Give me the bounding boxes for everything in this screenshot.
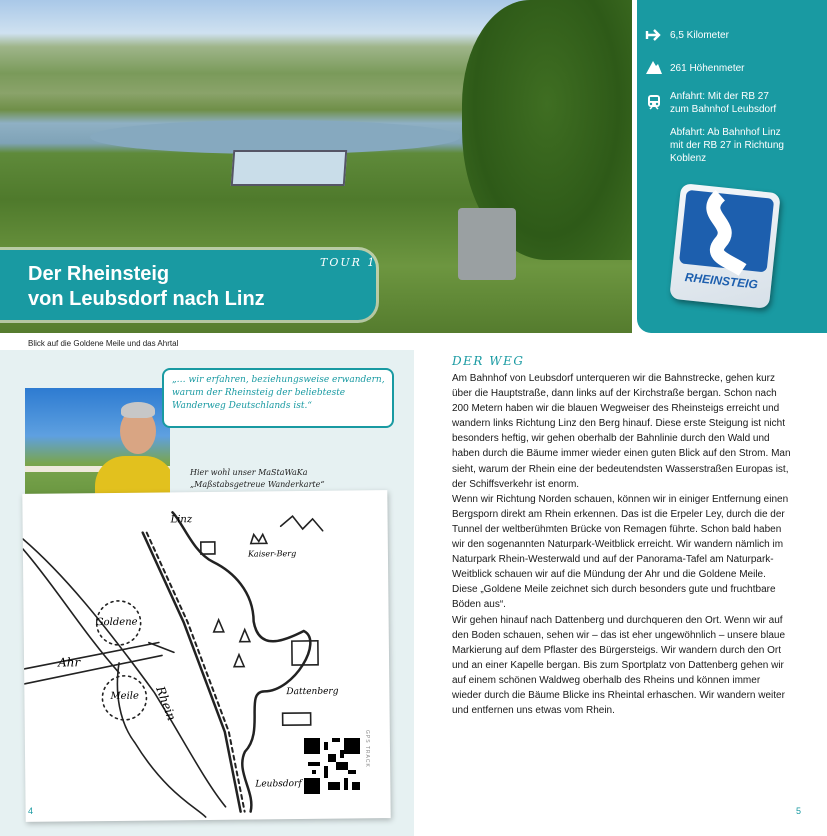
distance-text: 6,5 Kilometer [670, 30, 729, 41]
train-icon [645, 93, 663, 111]
rheinsteig-logo [669, 183, 781, 309]
waste-bin [458, 208, 516, 280]
qr-code[interactable] [304, 738, 360, 794]
title-line-1: Der Rheinsteig [28, 263, 170, 285]
section-title: DER WEG [452, 354, 525, 368]
panorama-sign [231, 150, 348, 186]
title-line-2: von Leubsdorf nach Linz [28, 288, 265, 310]
quote-text: „… wir erfahren, beziehungsweise erwandern, warum der Rheinsteig der beliebteste Wanderweg Deutschlands ist.“ [172, 375, 385, 411]
arrival-text: Anfahrt: Mit der RB 27 zum Bahnhof Leubsdorf [670, 91, 777, 115]
page-title [28, 262, 368, 312]
map-label-kaiser: Kaiser-Berg [247, 549, 297, 559]
departure-text: Abfahrt: Ab Bahnhof Linz mit der RB 27 in Richtung Koblenz [670, 127, 784, 164]
tour-label: TOUR 1 [320, 256, 377, 269]
map-caption-line-1: Hier wohl unser MaStaWaKa [190, 468, 308, 477]
paragraph: Am Bahnhof von Leubsdorf unterqueren wir die Bahnstrecke, gehen kurz über die Hauptstraße, dann links auf der Kirchstraße bergan. Schon nach 200 Metern haben wir die blauen Wegweiser des Rheinsteigs erreicht und wandern links Richtung Linz den Berg hinauf. Diese erste Steigung ist nicht besonders heftig, wir gehen oberhalb der Bahnlinie durch den Wald und haben durch die Bäume immer wieder einen guten Blick auf den Strom. Man sieht, warum der Rhein eine der bedeutendsten Wasserstraßen Europas ist, der Schiffsverkehr ist enorm. [452, 373, 791, 490]
paragraph: Wenn wir Richtung Norden schauen, können wir in einiger Entfernung einen Bergsporn direkt am Rhein erkennen. Das ist die Erpeler Ley, durch die der Tunnel der weltberühmten Brücke von Remagen führte. Schon bald haben wir den sogenannten Naturpark-Weitblick erreicht. Wir wandern nämlich im Naturpark Rhein-Westerwald und auf der Panorama-Tafel am Naturpark-Weitblick schauen wir auf die Mündung der Ahr und die Goldene Meile. Diese „Goldene Meile zeichnet sich durch besonders gute und fruchtbare Böden aus“. [452, 493, 789, 611]
mountain-icon [645, 58, 663, 76]
map-label-meile: Meile [110, 690, 139, 703]
gps-track-label: GPS TRACK [364, 730, 370, 768]
body-text [452, 371, 792, 718]
elevation-text: 261 Höhenmeter [670, 63, 745, 74]
map-label-ahr: Ahr [57, 655, 81, 670]
map-label-rhein: Rhein [153, 684, 179, 723]
hair [121, 402, 155, 418]
page-number-right: 5 [796, 806, 802, 816]
map-label-leubsdorf: Leubsdorf [255, 779, 302, 790]
paragraph: Wir gehen hinauf nach Dattenberg und durchqueren den Ort. Wenn wir auf den Boden schauen, sehen wir – das ist eher ungewöhnlich – unsere blaue Markierung auf dem Pflaster des Bürgersteigs. Wir wandern durch den Ort und an einer Kapelle bergan. Bis zum Sportplatz von Dattenberg gehen wir auf einem schönen Waldweg oberhalb des Rheins und können immer wieder durch die Bäume Blicke ins Rheintal erhaschen. Wir wandern weiter und entfernen uns etwas vom Rhein. [452, 614, 786, 717]
map-label-dattenberg: Dattenberg [286, 686, 339, 698]
photo-caption: Blick auf die Goldene Meile und das Ahrtal [28, 339, 179, 348]
route-arrow-icon [645, 26, 663, 44]
map-caption-line-2: „Maßstabsgetreue Wanderkarte“ [190, 480, 325, 489]
river-rhine [90, 120, 460, 154]
map-caption [190, 467, 380, 491]
map-label-goldene: Goldene [95, 616, 138, 629]
map-label-linz: Linz [170, 514, 193, 526]
page-number-left: 4 [28, 806, 34, 816]
logo-text: RHEINSTEIG [684, 270, 759, 292]
